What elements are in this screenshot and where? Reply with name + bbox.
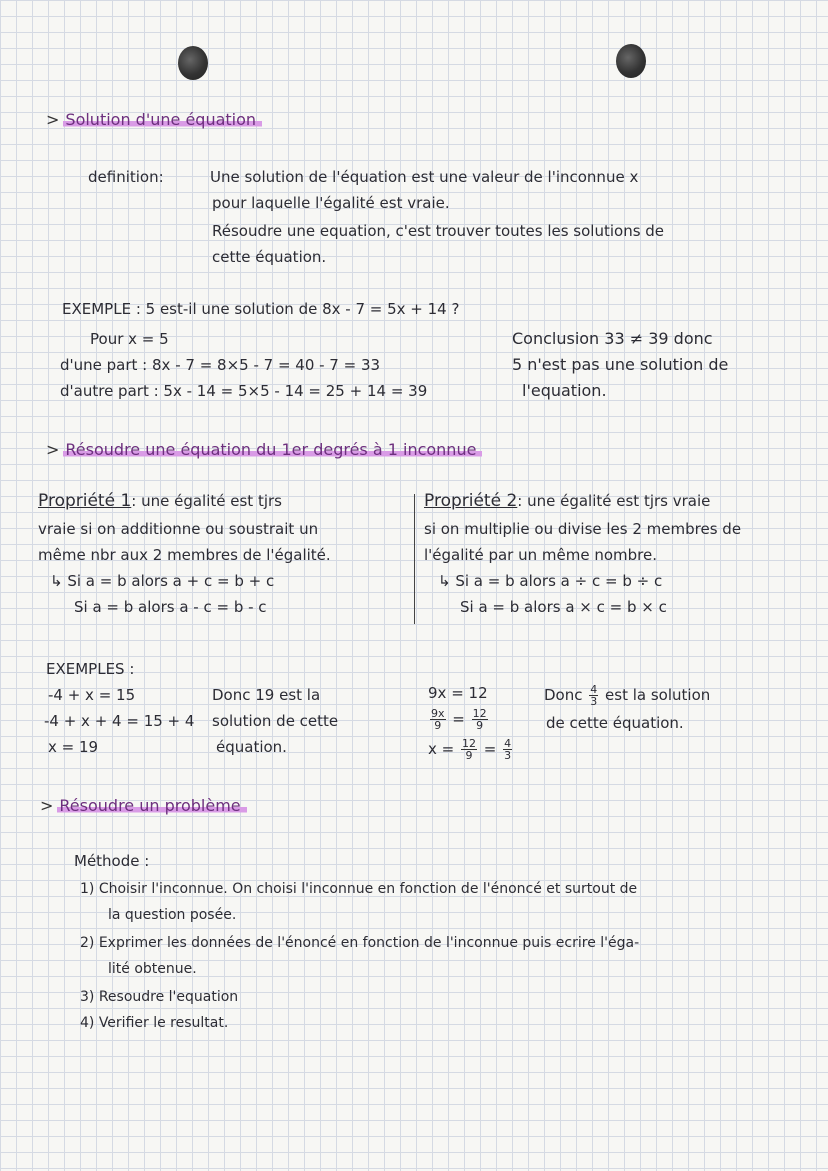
example-right-conclusion-1: Donc $\frac{4}{3}$ est la solution — [544, 683, 711, 708]
definition-line-4: cette équation. — [212, 248, 327, 266]
property-2-line-1: si on multiplie ou divise les 2 membres de — [424, 520, 742, 538]
property-1-after-title: : une égalité est tjrs — [131, 492, 282, 510]
example-right-eq-2: $\frac{9x}{9}$ = $\frac{12}{9}$ — [431, 707, 487, 732]
arrow-icon: > — [46, 440, 60, 459]
column-divider — [414, 494, 415, 624]
example-pour: Pour x = 5 — [90, 330, 169, 348]
example-left-eq-2: -4 + x + 4 = 15 + 4 — [44, 712, 195, 730]
method-step-4: 4) Verifier le resultat. — [80, 1015, 229, 1031]
section-title-resoudre-equation — [46, 440, 482, 460]
property-2-line-2: l'égalité par un même nombre. — [424, 546, 657, 564]
method-label: Méthode : — [74, 852, 150, 870]
fraction: $\frac{4}{3}$ — [504, 737, 512, 762]
property-2-line-3: ↳ Si a = b alors a ÷ c = b ÷ c — [438, 572, 663, 590]
example-right-conclusion-2: de cette équation. — [546, 714, 684, 732]
property-1-line-1: vraie si on additionne ou soustrait un — [38, 520, 319, 538]
method-step-1: 1) Choisir l'inconnue. On choisi l'inconnue en fonction de l'énoncé et surtout de — [80, 881, 638, 897]
method-step-1-cont: la question posée. — [108, 907, 237, 923]
example-part-2: d'autre part : 5x - 14 = 5×5 - 14 = 25 + 14 = 39 — [60, 382, 428, 400]
example-part-1: d'une part : 8x - 7 = 8×5 - 7 = 40 - 7 = 33 — [60, 356, 381, 374]
method-step-2: 2) Exprimer les données de l'énoncé en fonction de l'inconnue puis ecrire l'éga- — [80, 935, 640, 951]
definition-line-2: pour laquelle l'égalité est vraie. — [212, 194, 450, 212]
arrow-icon: > — [46, 110, 60, 129]
property-1-title: Propriété 1 — [38, 491, 132, 511]
example-conclusion-1: Conclusion 33 ≠ 39 donc — [512, 329, 713, 348]
example-conclusion-2: 5 n'est pas une solution de — [512, 355, 729, 374]
example-right-eq-3: x = $\frac{12}{9}$ = $\frac{4}{3}$ — [428, 737, 512, 762]
example-left-eq-3: x = 19 — [48, 738, 99, 756]
arrow-icon: > — [40, 796, 54, 815]
examples-label: EXEMPLES : — [46, 660, 135, 678]
property-1-line-2: même nbr aux 2 membres de l'égalité. — [38, 546, 331, 564]
definition-label: definition: — [88, 168, 164, 186]
property-2-line-4: Si a = b alors a × c = b × c — [460, 598, 667, 616]
example-left-conclusion-2: solution de cette — [212, 712, 339, 730]
method-step-3: 3) Resoudre l'equation — [80, 989, 239, 1005]
punch-hole-right — [616, 44, 646, 78]
definition-line-3: Résoudre une equation, c'est trouver toutes les solutions de — [212, 222, 665, 240]
section-title-text: Solution d'une équation — [63, 110, 262, 129]
property-1-line-4: Si a = b alors a - c = b - c — [74, 598, 267, 616]
section-title-solution — [46, 110, 262, 130]
definition-line-1: Une solution de l'équation est une valeur de l'inconnue x — [210, 168, 639, 186]
example-right-eq-1: 9x = 12 — [428, 684, 488, 702]
section-title-text: Résoudre un problème — [57, 796, 246, 815]
fraction: $\frac{12}{9}$ — [462, 737, 476, 762]
example-left-eq-1: -4 + x = 15 — [48, 686, 136, 704]
fraction: $\frac{9x}{9}$ — [431, 707, 445, 732]
property-2-title: Propriété 2 — [424, 491, 518, 511]
method-step-2-cont: lité obtenue. — [108, 961, 197, 977]
property-2-heading — [424, 492, 710, 510]
property-2-after-title: : une égalité est tjrs vraie — [517, 492, 711, 510]
fraction: $\frac{4}{3}$ — [590, 683, 598, 708]
section-title-text: Résoudre une équation du 1er degrés à 1 inconnue — [63, 440, 482, 459]
section-title-probleme — [40, 796, 247, 816]
example-left-conclusion-1: Donc 19 est la — [212, 686, 321, 704]
example-question: EXEMPLE : 5 est-il une solution de 8x - 7 = 5x + 14 ? — [62, 300, 460, 318]
punch-hole-left — [178, 46, 208, 80]
property-1-line-3: ↳ Si a = b alors a + c = b + c — [50, 572, 275, 590]
example-conclusion-3: l'equation. — [522, 381, 607, 400]
property-1-heading — [38, 492, 282, 510]
example-left-conclusion-3: équation. — [216, 738, 287, 756]
fraction: $\frac{12}{9}$ — [472, 707, 487, 732]
